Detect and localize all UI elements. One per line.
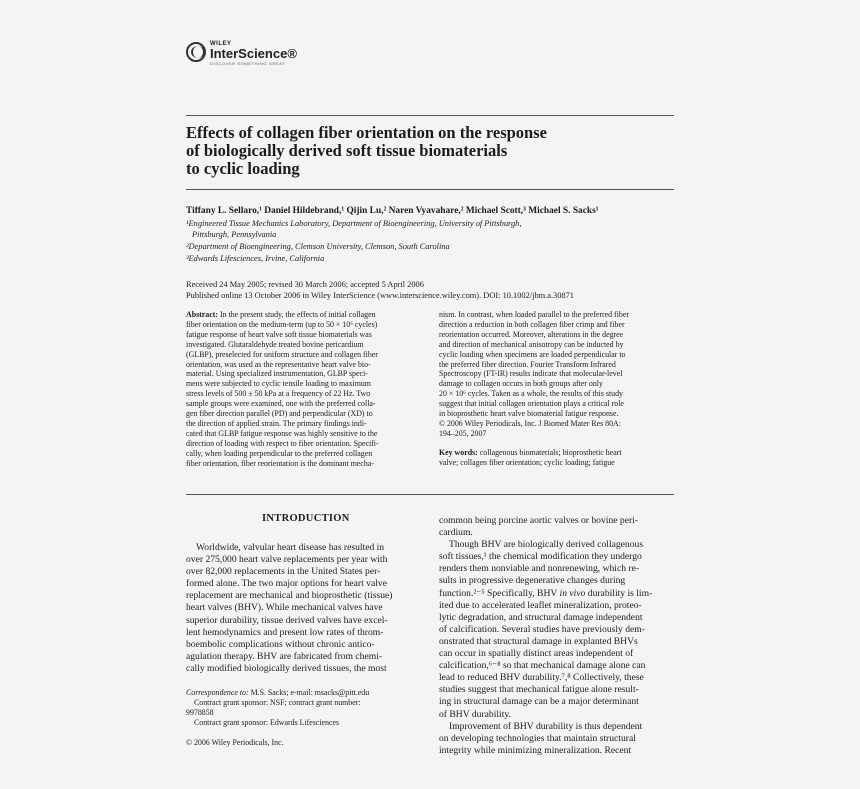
abstract-line: 194–205, 2007 xyxy=(439,428,487,438)
abstract-line: and direction of mechanical anisotropy can be inducted by xyxy=(439,339,624,349)
abstract-line: gen fiber direction parallel (PD) and perpendicular (XD) to xyxy=(186,409,373,419)
body-line: ing in structural damage can be a major determinant xyxy=(439,696,639,708)
keywords-label: Key words: xyxy=(439,447,480,457)
abstract-rule xyxy=(186,494,674,495)
keywords-line: Key words: collagenous biomaterials; bioprosthetic heart xyxy=(439,447,622,457)
abstract-line: material. Using specialized instrumentation, GLBP speci- xyxy=(186,369,368,379)
paper-title xyxy=(186,124,666,178)
abstract-line: nism. In contrast, when loaded parallel to the preferred fiber xyxy=(439,310,629,319)
abstract-line: fiber orientation, fiber reorientation is the dominant mecha- xyxy=(186,458,374,468)
affiliation: ²Department of Bioengineering, Clemson University, Clemson, South Carolina xyxy=(186,242,450,251)
body-line: common being porcine aortic valves or bovine peri- xyxy=(439,515,639,526)
body-line: superior durability, tissue derived valves have excel- xyxy=(186,614,388,626)
abstract-line: cally, when loading perpendicular to the preferred collagen xyxy=(186,448,373,458)
copyright: © 2006 Wiley Periodicals, Inc. xyxy=(186,738,284,747)
title-line: to cyclic loading xyxy=(186,159,300,178)
logo-tagline: DISCOVER SOMETHING GREAT xyxy=(210,61,286,66)
footnotes xyxy=(186,688,416,728)
body-line: Improvement of BHV durability is thus dependent xyxy=(449,720,643,732)
keywords-line: valve; collagen fiber orientation; cyclic loading; fatigue xyxy=(439,457,615,467)
abstract-line: © 2006 Wiley Periodicals, Inc. J Biomed Mater Res 80A: xyxy=(439,418,621,428)
grant-note: Contract grant sponsor: NSF; contract grant number: xyxy=(194,698,361,707)
body-line: renders them nonviable and nonrenewing, which re- xyxy=(439,563,640,575)
body-line: lead to reduced BHV durability.⁷,⁸ Collectively, these xyxy=(439,672,644,684)
body-line: onstrated that structural damage in explanted BHVs xyxy=(439,635,638,647)
body-line: soft tissues,¹ the chemical modification they undergo xyxy=(439,551,642,563)
title-line: of biologically derived soft tissue biomaterials xyxy=(186,141,508,160)
affiliation: ¹Engineered Tissue Mechanics Laboratory, Department of Bioengineering, University of Pittsburgh, xyxy=(186,219,522,228)
abstract-line: the direction of applied strain. The primary findings indi- xyxy=(186,418,367,428)
correspondence-note xyxy=(186,688,416,698)
body-line: on developing technologies that maintain structural xyxy=(439,732,636,744)
abstract-line: direction of loading with respect to fiber orientation. Specifi- xyxy=(186,438,379,448)
abstract-label: Abstract: xyxy=(186,310,220,319)
body-line: agulation therapy. BHV are fabricated from chemi- xyxy=(186,650,383,662)
body-line: formed alone. The two major options for heart valve xyxy=(186,578,387,590)
publication-dates xyxy=(186,279,574,301)
grant-number: 9978858 xyxy=(186,708,214,717)
received-line: Received 24 May 2005; revised 30 March 2006; accepted 5 April 2006 xyxy=(186,280,424,289)
body-line: studies suggest that mechanical fatigue alone result- xyxy=(439,684,639,696)
body-line: over 82,000 replacements in the United States per- xyxy=(186,566,381,578)
title-bottom-rule xyxy=(186,189,674,190)
author-list: Tiffany L. Sellaro,¹ Daniel Hildebrand,¹ Qijin Lu,² Naren Vyavahare,² Michael Scott,³ Michael S. Sacks¹ xyxy=(186,206,599,216)
abstract-line: sample groups were examined, one with the preferred colla- xyxy=(186,399,376,409)
abstract-line: investigated. Glutaraldehyde treated bovine pericardium xyxy=(186,339,364,349)
body-line: over 275,000 heart valve replacements per year with xyxy=(186,554,388,566)
abstract-line: suggest that initial collagen orientation plays a critical role xyxy=(439,399,624,409)
body-line: cally modified biologically derived tissues, the most xyxy=(186,662,387,674)
title-line: Effects of collagen fiber orientation on the response xyxy=(186,123,547,142)
body-line: of calcification. Several studies have previously dem- xyxy=(439,623,645,635)
intro-right-column xyxy=(439,515,676,757)
abstract-line: damage to collagen occurs in both groups after only xyxy=(439,379,603,389)
abstract-line: stress levels of 500 ± 50 kPa at a frequency of 22 Hz. Two xyxy=(186,389,371,399)
affiliation: ³Edwards Lifesciences, Irvine, California xyxy=(186,254,325,263)
body-line: Worldwide, valvular heart disease has resulted in xyxy=(196,542,385,553)
published-line: Published online 13 October 2006 in Wiley InterScience (www.interscience.wiley.com). DOI: 10.1002/jbm.a.30871 xyxy=(186,291,574,300)
title-top-rule xyxy=(186,115,674,116)
body-line: lytic degradation, and structural damage independent xyxy=(439,611,643,623)
globe-icon xyxy=(186,42,206,62)
body-line: cardium. xyxy=(439,527,473,539)
abstract-line: in bioprosthetic heart valve biomaterial fatigue response. xyxy=(439,409,619,419)
abstract-line: cyclic loading when specimens are loaded perpendicular to xyxy=(439,349,626,359)
abstract-line: the preferred fiber direction. Fourier Transform Infrared xyxy=(439,359,616,369)
body-line: heart valves (BHV). While mechanical valves have xyxy=(186,602,383,614)
abstract-line: fiber orientation on the medium-term (up to 50 × 10⁶ cycles) xyxy=(186,319,378,329)
section-heading: INTRODUCTION xyxy=(262,513,350,524)
body-line: sults in progressive degenerative changes during xyxy=(439,575,626,587)
body-line: boembolic complications without chronic antico- xyxy=(186,638,375,650)
body-line: calcification,⁶⁻⁸ so that mechanical damage alone can xyxy=(439,660,646,672)
correspondence-text: M.S. Sacks; e-mail: msacks@pitt.edu xyxy=(248,688,370,697)
body-line: replacement are mechanical and bioprosthetic (tissue) xyxy=(186,590,393,602)
body-line: function.²⁻⁵ Specifically, BHV in vivo durability is lim- xyxy=(439,587,653,599)
abstract-line: mens were subjected to cyclic tensile loading to maximum xyxy=(186,379,371,389)
abstract-line: 20 × 10⁶ cycles. Taken as a whole, the results of this study xyxy=(439,389,624,399)
body-line: of BHV durability. xyxy=(439,708,511,720)
abstract-left-column xyxy=(186,310,423,469)
abstract-line: Spectroscopy (FT-IR) results indicate that molecular-level xyxy=(439,369,623,379)
grant-note: Contract grant sponsor: Edwards Lifesciences xyxy=(194,718,340,727)
affiliation: Pittsburgh, Pennsylvania xyxy=(192,230,277,239)
abstract-line: direction a reduction in both collagen fiber crimp and fiber xyxy=(439,319,625,329)
abstract-line: (GLBP), preselected for uniform structure and collagen fiber xyxy=(186,349,378,359)
body-line: lent hemodynamics and present low rates of throm- xyxy=(186,626,384,638)
logo-brand: InterScience® xyxy=(210,46,297,61)
body-line: Though BHV are biologically derived collagenous xyxy=(449,539,644,551)
abstract-line: fatigue response of heart valve soft tissue biomaterials was xyxy=(186,329,372,339)
body-line: can occur in spatially distinct areas independent of xyxy=(439,648,634,660)
abstract-line: cated that GLBP fatigue response was highly sensitive to the xyxy=(186,428,378,438)
publisher-logo xyxy=(186,40,306,66)
abstract-right-column xyxy=(439,310,676,468)
abstract-line: orientation, was used as the representative heart valve bio- xyxy=(186,359,371,369)
body-line: integrity while minimizing mineralization. Recent xyxy=(439,744,632,756)
body-line: ited due to accelerated leaflet mineralization, proteo- xyxy=(439,599,642,611)
abstract-line: Abstract: In the present study, the effects of initial collagen xyxy=(186,310,376,319)
abstract-line: reorientation occurred. Moreover, alterations in the degree xyxy=(439,329,624,339)
logo-publisher: WILEY xyxy=(210,41,232,47)
intro-left-column xyxy=(186,542,423,675)
correspondence-label: Correspondence to: xyxy=(186,688,249,697)
